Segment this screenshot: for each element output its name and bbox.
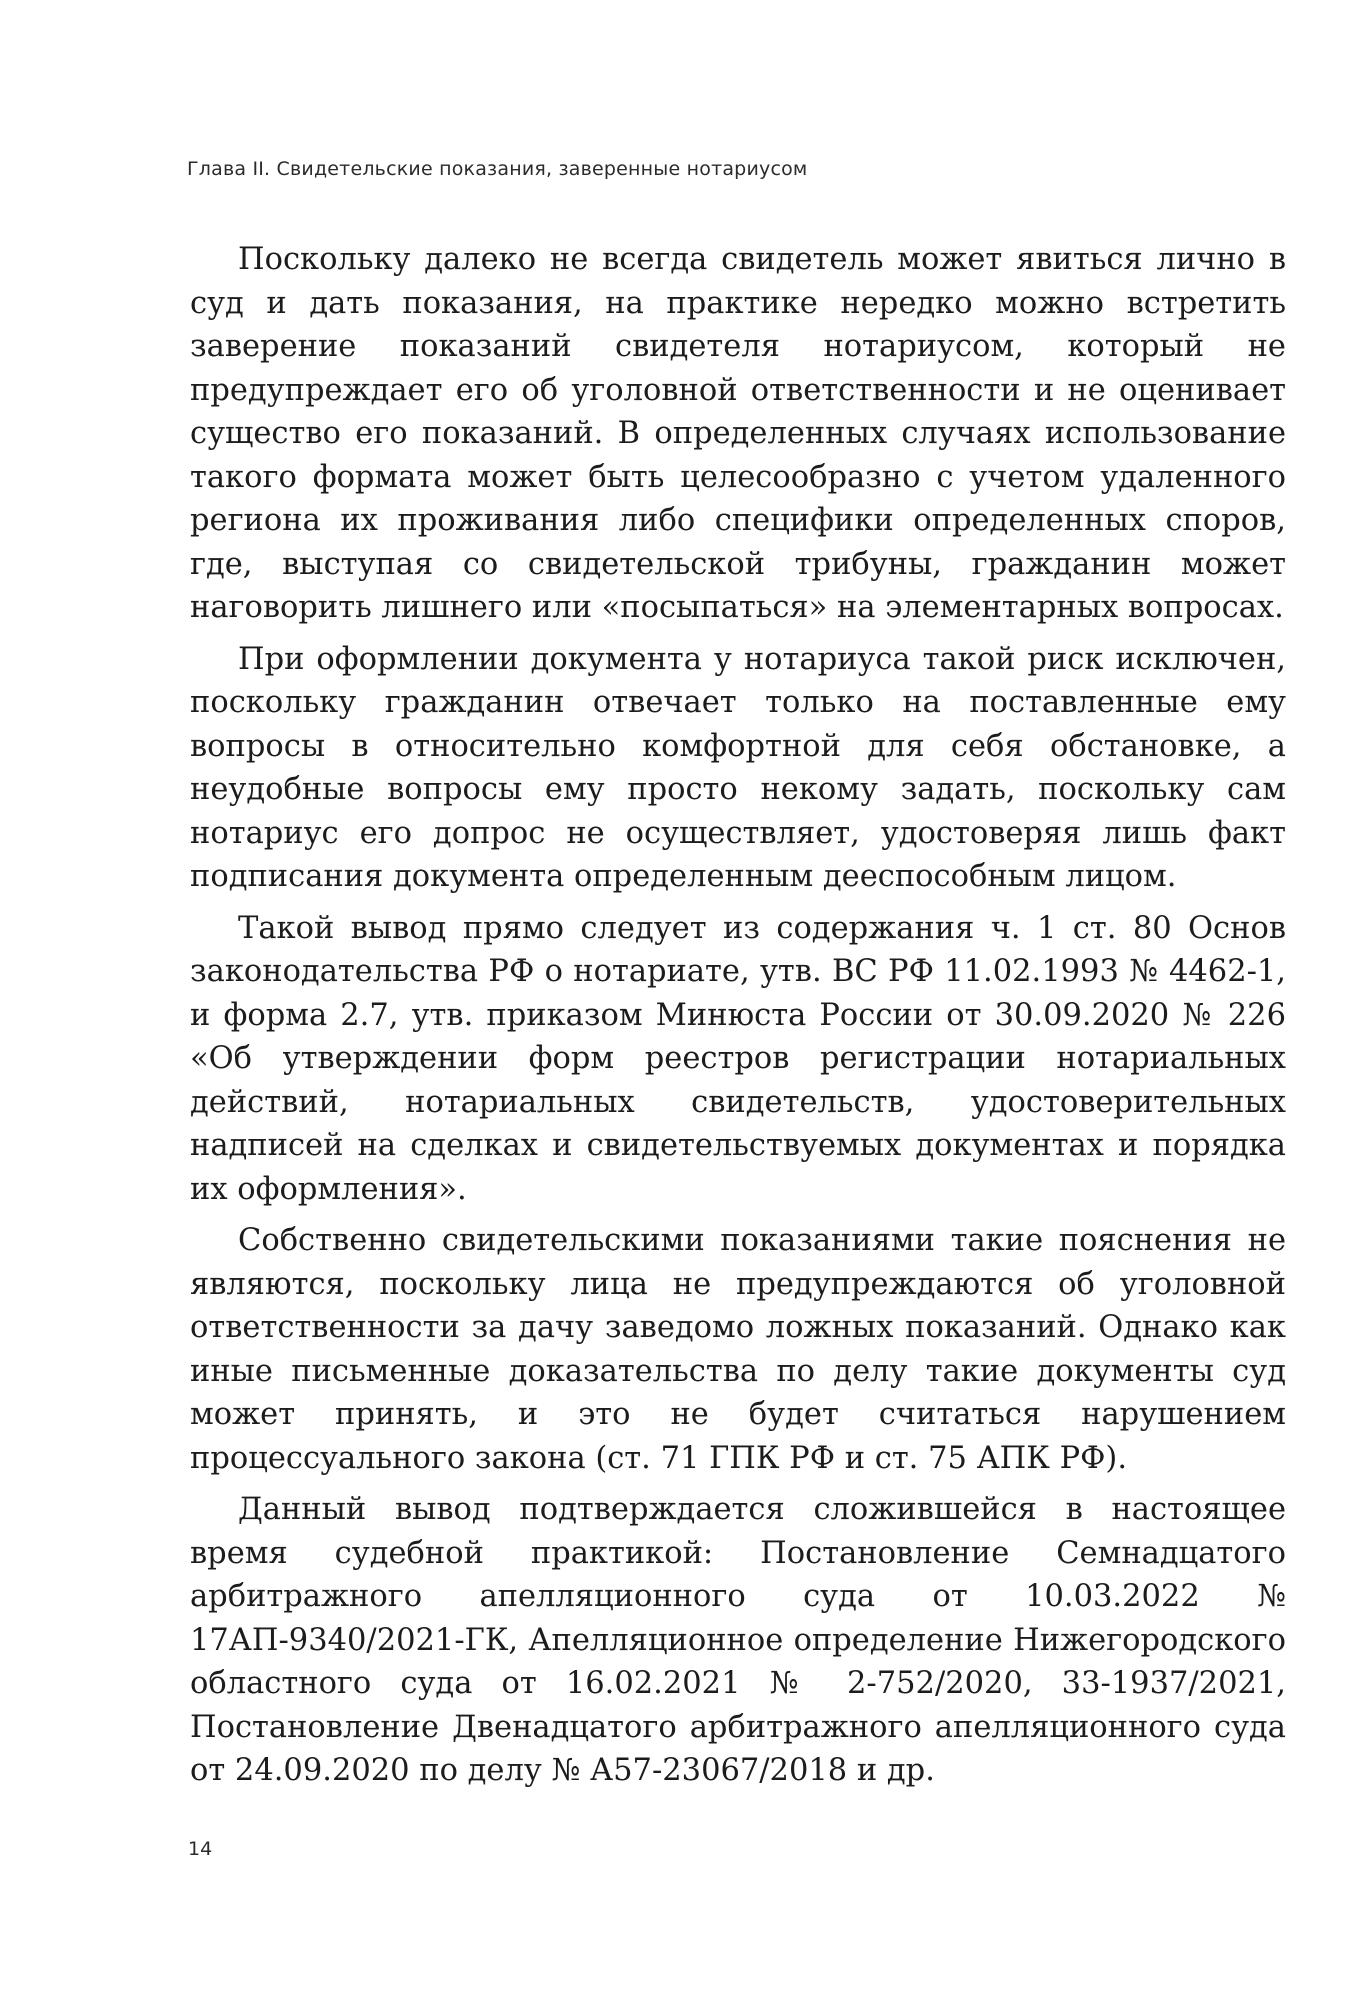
paragraph-3: Такой вывод прямо следует из содержания ч. 1 ст. 80 Основ законодательства РФ о нотариате, утв. ВС РФ 11.02.1993 № 4462-1, и форма 2.7, утв. приказом Минюста России от 30.09.2020 № 226 «Об утверждении форм реестров регистрации нотариальных действий, нотариальных свидетельств, удостоверительных надписей на сделках и свидетельствуемых документах и порядка их оформления». — [190, 910, 1286, 1207]
paragraph-1: Поскольку далеко не всегда свидетель может явиться лично в суд и дать показания, на практике нередко можно встретить заверение показаний свидетеля нотариусом, который не предупреждает его об уголовной ответственности и не оценивает существо его показаний. В определенных случаях использование такого формата может быть целесообразно с учетом удаленного региона их проживания либо специфики определенных споров, где, выступая со свидетельской трибуны, гражданин может наговорить лишнего или «посыпаться» на элементарных вопросах. — [190, 242, 1286, 625]
body-text — [190, 238, 1286, 1801]
paragraph-4: Собственно свидетельскими показаниями такие пояснения не являются, поскольку лица не предупреждаются об уголовной ответственности за дачу заведомо ложных показаний. Однако как иные письменные доказательства по делу такие документы суд может принять, и это не будет считаться нарушением процессуального закона (ст. 71 ГПК РФ и ст. 75 АПК РФ). — [190, 1223, 1286, 1476]
running-header: Глава II. Свидетельские показания, заверенные нотариусом — [187, 158, 808, 180]
paragraph-5: Данный вывод подтверждается сложившейся в настоящее время судебной практикой: Постановление Семнадцатого арбитражного апелляционного суда от 10.03.2022 № 17АП-9340/2021-ГК, Апелляционное определение Нижегородского областного суда от 16.02.2021 № 2-752/2020, 33-1937/2021, Постановление Двенадцатого арбитражного апелляционного суда от 24.09.2020 по делу № А57-23067/2018 и др. — [190, 1492, 1286, 1788]
page-number: 14 — [188, 1838, 213, 1860]
paragraph-2: При оформлении документа у нотариуса такой риск исключен, поскольку гражданин отвечает только на поставленные ему вопросы в относительно комфортной для себя обстановке, а неудобные вопросы ему просто некому задать, поскольку сам нотариус его допрос не осуществляет, удостоверяя лишь факт подписания документа определенным дееспособным лицом. — [190, 641, 1286, 894]
